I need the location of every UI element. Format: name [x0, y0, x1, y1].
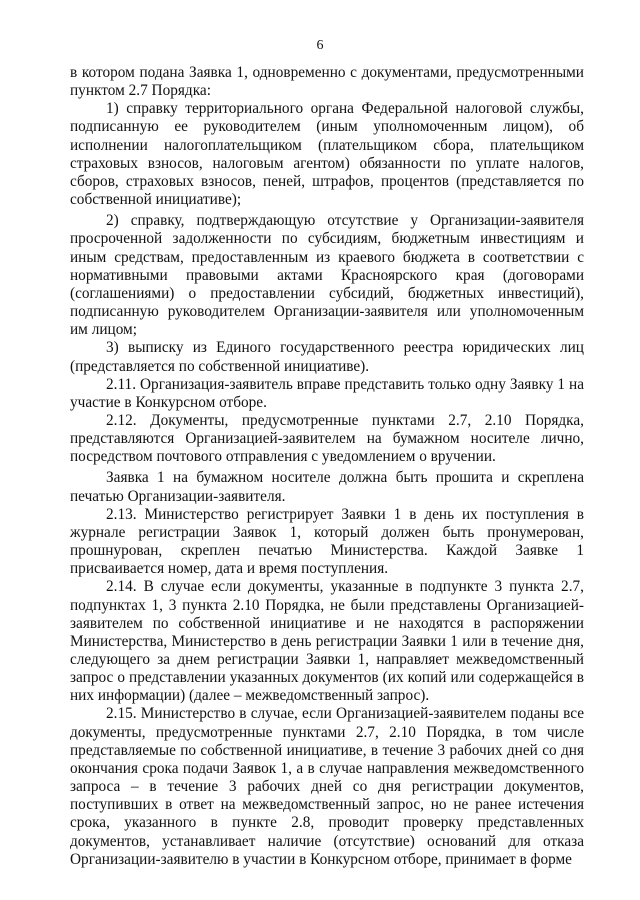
paragraph-item-1: 1) справку территориального органа Федеральной налоговой службы, подписанную ее руководителем (иным уполномоченным лицом), об исполнении налогоплательщиком (плательщиком сбора, плательщиком страховых взносов, налоговым агентом) обязанности по уплате налогов, сборов, страховых взносов, пеней, штрафов, процентов (представляется по собственной инициативе);	[70, 100, 584, 209]
document-body	[70, 64, 584, 869]
paragraph-2-13: 2.13. Министерство регистрирует Заявки 1 в день их поступления в журнале регистрации Заявок 1, который должен быть пронумерован, прошнурован, скреплен печатью Министерства. Каждой Заявке 1 присваивается номер, дата и время поступления.	[70, 505, 584, 578]
paragraph-2-11: 2.11. Организация-заявитель вправе представить только одну Заявку 1 на участие в Конкурсном отборе.	[70, 375, 584, 411]
paragraph-2-15: 2.15. Министерство в случае, если Организацией-заявителем поданы все документы, предусмотренные пунктами 2.7, 2.10 Порядка, в том числе представляемые по собственной инициативе, в течение 3 рабочих дней со дня окончания срока подачи Заявок 1, а в случае направления межведомственного запроса – в течение 3 рабочих дней со дня регистрации документов, поступивших в ответ на межведомственный запрос, но не ранее истечения срока, указанного в пункте 2.8, проводит проверку представленных документов, устанавливает наличие (отсутствие) оснований для отказа Организации-заявителю в участии в Конкурсном отборе, принимает в форме	[70, 705, 584, 868]
paragraph-item-3: 3) выписку из Единого государственного реестра юридических лиц (представляется по собственной инициативе).	[70, 339, 584, 375]
paragraph-2-12-note: Заявка 1 на бумажном носителе должна быть прошита и скреплена печатью Организации-заявителя.	[70, 469, 584, 505]
paragraph-item-2: 2) справку, подтверждающую отсутствие у Организации-заявителя просроченной задолженности по субсидиям, бюджетным инвестициям и иным средствам, предоставленным из краевого бюджета в соответствии с нормативными правовыми актами Красноярского края (договорами (соглашениями) о предоставлении субсидий, бюджетных инвестиций), подписанную руководителем Организации-заявителя или уполномоченным им лицом;	[70, 212, 584, 339]
paragraph-2-12: 2.12. Документы, предусмотренные пунктами 2.7, 2.10 Порядка, представляются Организацией-заявителем на бумажном носителе лично, посредством почтового отправления с уведомлением о вручении.	[70, 411, 584, 466]
paragraph-intro: в котором подана Заявка 1, одновременно с документами, предусмотренными пунктом 2.7 Порядка:	[70, 64, 584, 100]
paragraph-2-14: 2.14. В случае если документы, указанные в подпункте 3 пункта 2.7, подпунктах 1, 3 пункта 2.10 Порядка, не были представлены Организацией-заявителем по собственной инициативе и не находятся в распоряжении Министерства, Министерство в день регистрации Заявки 1 или в течение дня, следующего за днем регистрации Заявки 1, направляет межведомственный запрос о представлении указанных документов (их копий или содержащейся в них информации) (далее – межведомственный запрос).	[70, 578, 584, 705]
page-number: 6	[316, 38, 324, 53]
